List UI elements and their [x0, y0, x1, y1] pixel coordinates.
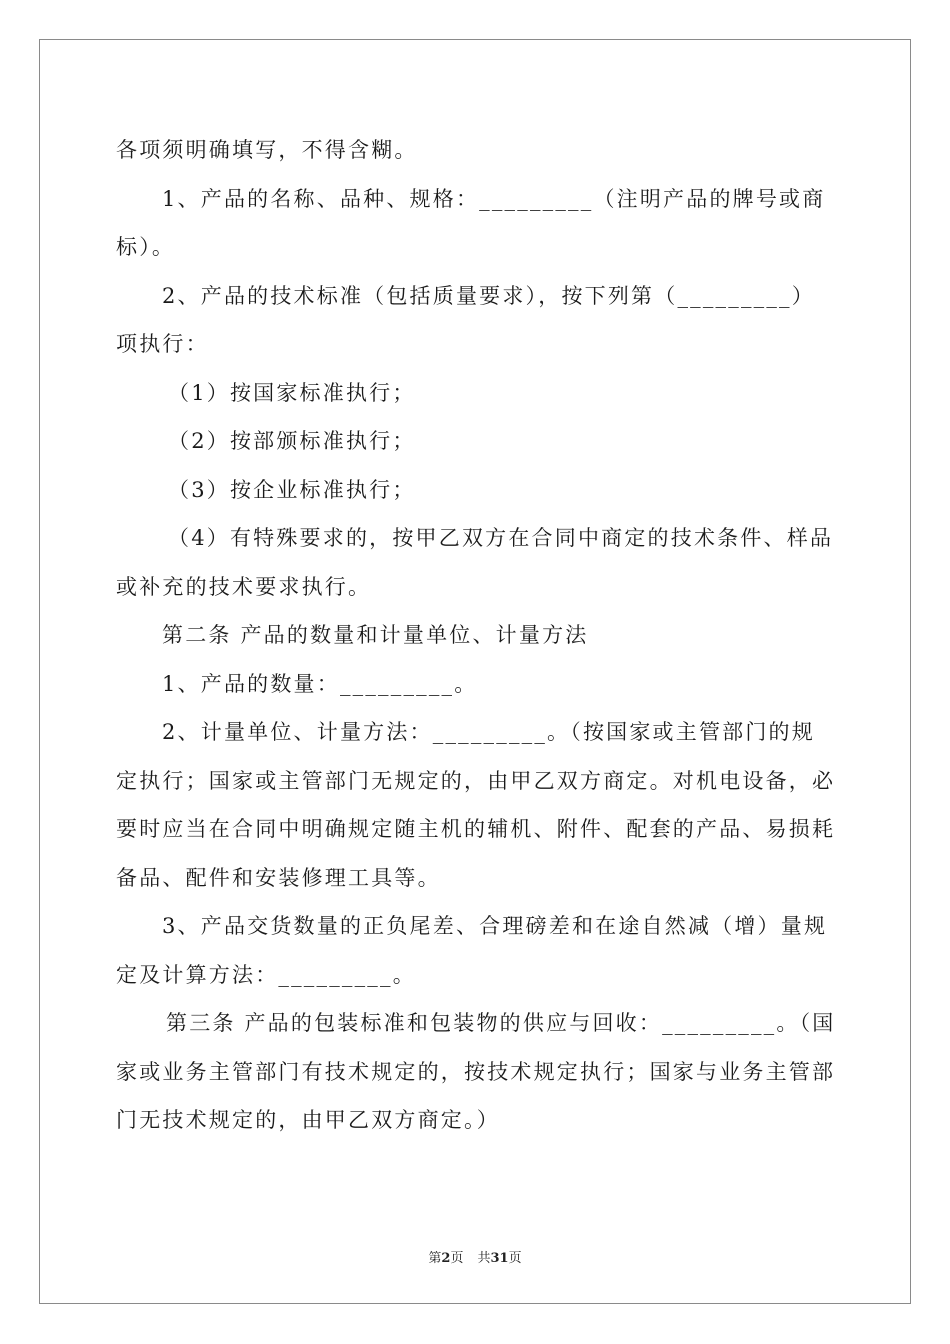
paragraph-quantity: 1、产品的数量：_________。	[162, 671, 478, 696]
list-item-special-requirements: （4）有特殊要求的，按甲乙双方在合同中商定的技术条件、样品或补充的技术要求执行。	[116, 526, 834, 599]
paragraph-technical-standard: 2、产品的技术标准（包括质量要求），按下列第（_________）项执行：	[116, 283, 815, 356]
page-footer	[0, 1247, 950, 1266]
footer-page-number: 2	[441, 1251, 451, 1266]
section-heading-article-2: 第二条 产品的数量和计量单位、计量方法	[162, 623, 589, 647]
footer-total-suffix: 页	[508, 1251, 522, 1266]
footer-page-suffix: 页	[450, 1251, 464, 1266]
footer-page-prefix: 第	[428, 1251, 442, 1266]
list-item-enterprise-standard: （3）按企业标准执行；	[168, 477, 416, 502]
list-item-national-standard: （1）按国家标准执行；	[168, 380, 416, 405]
paragraph-measurement-unit: 2、计量单位、计量方法：_________。（按国家或主管部门的规定执行；国家或主管部门无规定的，由甲乙双方商定。对机电设备，必要时应当在合同中明确规定随主机的辅机、附件、配套的产品、易损耗备品、配件和安装修理工具等。	[116, 720, 836, 890]
paragraph-tolerance: 3、产品交货数量的正负尾差、合理磅差和在途自然减（增）量规定及计算方法：_________。	[116, 914, 828, 987]
section-heading-article-3: 第三条 产品的包装标准和包装物的供应与回收：_________。（国家或业务主管部门有技术规定的，按技术规定执行；国家与业务主管部门无技术规定的，由甲乙双方商定。）	[116, 1011, 836, 1132]
paragraph-product-name: 1、产品的名称、品种、规格：_________（注明产品的牌号或商标）。	[116, 186, 826, 259]
document-body	[116, 126, 836, 1145]
footer-total-pages: 31	[490, 1251, 509, 1266]
footer-total-prefix: 共	[477, 1251, 491, 1266]
list-item-ministry-standard: （2）按部颁标准执行；	[168, 429, 416, 453]
paragraph-continuation: 各项须明确填写，不得含糊。	[116, 138, 418, 162]
